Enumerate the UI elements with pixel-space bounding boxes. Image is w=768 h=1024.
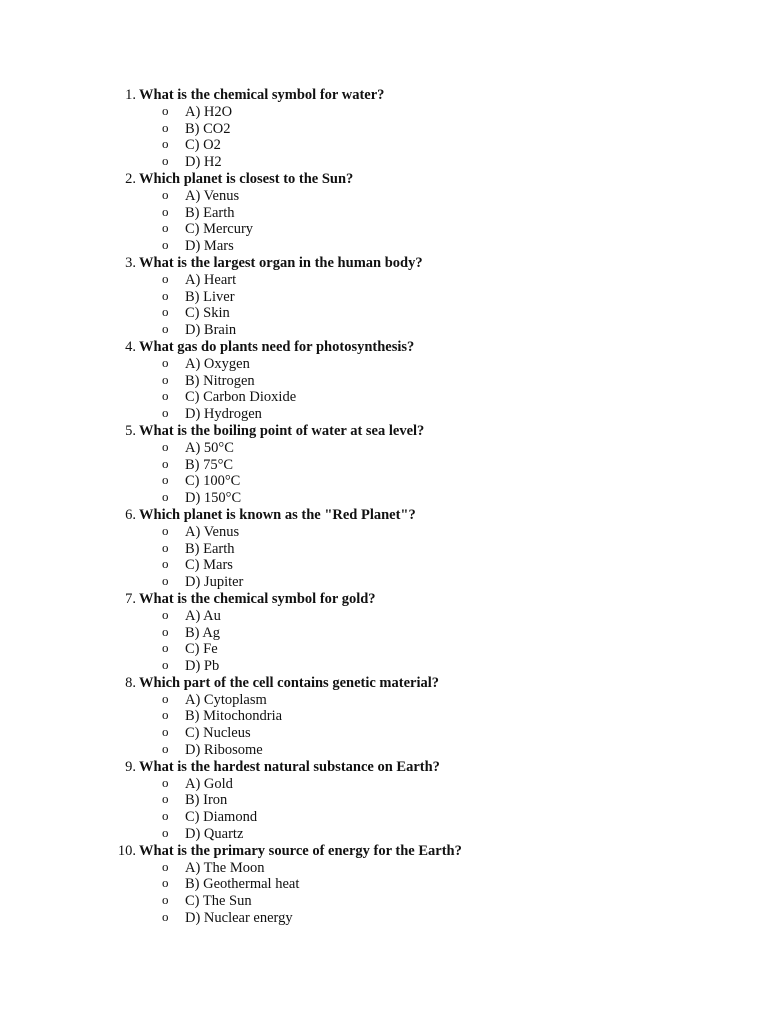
question-item	[0, 843, 768, 927]
hollow-bullet-icon: o	[162, 791, 169, 807]
answer-option	[0, 205, 768, 222]
answer-option	[0, 137, 768, 154]
answer-option	[0, 692, 768, 709]
answer-option	[0, 792, 768, 809]
answer-option	[0, 104, 768, 121]
question-text: What is the boiling point of water at sea level?	[139, 422, 425, 439]
question-line	[0, 759, 768, 776]
hollow-bullet-icon: o	[162, 707, 169, 723]
option-list	[0, 104, 768, 171]
answer-option	[0, 809, 768, 826]
option-text: C) Nucleus	[185, 725, 251, 742]
answer-option	[0, 574, 768, 591]
hollow-bullet-icon: o	[162, 657, 169, 673]
answer-option	[0, 440, 768, 457]
option-text: D) Hydrogen	[185, 406, 262, 423]
answer-option	[0, 356, 768, 373]
question-text: Which part of the cell contains genetic material?	[139, 674, 440, 691]
option-text: B) 75°C	[185, 456, 234, 473]
option-text: D) 150°C	[185, 490, 242, 507]
option-text: D) Mars	[185, 238, 234, 255]
option-text: A) Cytoplasm	[185, 691, 267, 708]
hollow-bullet-icon: o	[162, 909, 169, 925]
option-text: D) Jupiter	[185, 574, 244, 591]
answer-option	[0, 826, 768, 843]
question-line	[0, 339, 768, 356]
option-list	[0, 776, 768, 843]
answer-option	[0, 473, 768, 490]
option-text: D) Nuclear energy	[185, 910, 293, 927]
question-item	[0, 87, 768, 171]
hollow-bullet-icon: o	[162, 808, 169, 824]
question-text: Which planet is known as the "Red Planet"?	[139, 506, 416, 523]
hollow-bullet-icon: o	[162, 203, 169, 219]
answer-option	[0, 373, 768, 390]
answer-option	[0, 121, 768, 138]
hollow-bullet-icon: o	[162, 220, 169, 236]
answer-option	[0, 541, 768, 558]
option-text: A) H2O	[185, 103, 233, 120]
question-number: 10.	[117, 842, 136, 859]
question-item	[0, 675, 768, 759]
question-number: 3.	[125, 254, 136, 271]
answer-option	[0, 625, 768, 642]
option-text: A) Venus	[185, 523, 240, 540]
option-list	[0, 356, 768, 423]
option-text: B) Geothermal heat	[185, 876, 300, 893]
question-item	[0, 171, 768, 255]
answer-option	[0, 893, 768, 910]
answer-option	[0, 221, 768, 238]
answer-option	[0, 490, 768, 507]
option-list	[0, 860, 768, 927]
answer-option	[0, 860, 768, 877]
hollow-bullet-icon: o	[162, 774, 169, 790]
hollow-bullet-icon: o	[162, 405, 169, 421]
hollow-bullet-icon: o	[162, 119, 169, 135]
option-list	[0, 608, 768, 675]
answer-option	[0, 305, 768, 322]
hollow-bullet-icon: o	[162, 892, 169, 908]
hollow-bullet-icon: o	[162, 825, 169, 841]
option-text: B) Ag	[185, 624, 221, 641]
option-text: A) Gold	[185, 775, 233, 792]
option-text: B) Liver	[185, 288, 235, 305]
question-text: What is the hardest natural substance on Earth?	[139, 758, 440, 775]
answer-option	[0, 389, 768, 406]
question-text: What is the chemical symbol for gold?	[139, 590, 376, 607]
hollow-bullet-icon: o	[162, 304, 169, 320]
option-text: C) Skin	[185, 305, 230, 322]
option-text: C) Carbon Dioxide	[185, 389, 297, 406]
question-line	[0, 423, 768, 440]
option-text: C) Mercury	[185, 221, 254, 238]
hollow-bullet-icon: o	[162, 724, 169, 740]
hollow-bullet-icon: o	[162, 270, 169, 286]
question-line	[0, 675, 768, 692]
question-text: What gas do plants need for photosynthesis?	[139, 338, 415, 355]
answer-option	[0, 557, 768, 574]
hollow-bullet-icon: o	[162, 690, 169, 706]
option-text: A) Venus	[185, 187, 240, 204]
hollow-bullet-icon: o	[162, 388, 169, 404]
hollow-bullet-icon: o	[162, 237, 169, 253]
hollow-bullet-icon: o	[162, 455, 169, 471]
option-text: A) The Moon	[185, 859, 265, 876]
option-list	[0, 440, 768, 507]
option-text: C) 100°C	[185, 473, 241, 490]
question-line	[0, 171, 768, 188]
question-text: What is the chemical symbol for water?	[139, 87, 385, 103]
hollow-bullet-icon: o	[162, 321, 169, 337]
answer-option	[0, 910, 768, 927]
answer-option	[0, 238, 768, 255]
option-text: D) Pb	[185, 658, 220, 675]
hollow-bullet-icon: o	[162, 875, 169, 891]
question-number: 8.	[125, 674, 136, 691]
option-list	[0, 272, 768, 339]
question-number: 1.	[125, 87, 136, 103]
option-list	[0, 692, 768, 759]
option-text: B) Earth	[185, 204, 235, 221]
answer-option	[0, 725, 768, 742]
option-text: C) The Sun	[185, 893, 252, 910]
hollow-bullet-icon: o	[162, 136, 169, 152]
question-number: 9.	[125, 758, 136, 775]
question-text: What is the largest organ in the human body?	[139, 254, 423, 271]
question-line	[0, 591, 768, 608]
hollow-bullet-icon: o	[162, 522, 169, 538]
question-item	[0, 507, 768, 591]
answer-option	[0, 658, 768, 675]
question-list	[0, 87, 768, 927]
option-list	[0, 188, 768, 255]
hollow-bullet-icon: o	[162, 858, 169, 874]
question-line	[0, 507, 768, 524]
hollow-bullet-icon: o	[162, 472, 169, 488]
answer-option	[0, 708, 768, 725]
hollow-bullet-icon: o	[162, 354, 169, 370]
hollow-bullet-icon: o	[162, 539, 169, 555]
answer-option	[0, 322, 768, 339]
hollow-bullet-icon: o	[162, 438, 169, 454]
question-item	[0, 591, 768, 675]
answer-option	[0, 457, 768, 474]
question-text: Which planet is closest to the Sun?	[139, 170, 354, 187]
hollow-bullet-icon: o	[162, 489, 169, 505]
question-line	[0, 255, 768, 272]
answer-option	[0, 876, 768, 893]
option-text: D) Brain	[185, 322, 237, 339]
question-number: 6.	[125, 506, 136, 523]
option-text: B) Nitrogen	[185, 372, 255, 389]
option-text: C) Diamond	[185, 809, 258, 826]
option-text: A) Oxygen	[185, 355, 250, 372]
hollow-bullet-icon: o	[162, 186, 169, 202]
question-number: 2.	[125, 170, 136, 187]
question-number: 5.	[125, 422, 136, 439]
hollow-bullet-icon: o	[162, 287, 169, 303]
answer-option	[0, 776, 768, 793]
hollow-bullet-icon: o	[162, 606, 169, 622]
question-text: What is the primary source of energy for the Earth?	[139, 842, 462, 859]
hollow-bullet-icon: o	[162, 623, 169, 639]
option-text: A) Heart	[185, 271, 237, 288]
answer-option	[0, 608, 768, 625]
option-text: C) Mars	[185, 557, 233, 574]
answer-option	[0, 272, 768, 289]
hollow-bullet-icon: o	[162, 556, 169, 572]
answer-option	[0, 406, 768, 423]
option-text: C) Fe	[185, 641, 218, 658]
hollow-bullet-icon: o	[162, 102, 169, 118]
hollow-bullet-icon: o	[162, 153, 169, 169]
option-text: A) Au	[185, 607, 221, 624]
question-number: 7.	[125, 590, 136, 607]
answer-option	[0, 641, 768, 658]
question-number: 4.	[125, 338, 136, 355]
answer-option	[0, 524, 768, 541]
question-line	[0, 87, 768, 104]
option-text: D) Quartz	[185, 826, 244, 843]
question-item	[0, 423, 768, 507]
question-item	[0, 759, 768, 843]
answer-option	[0, 188, 768, 205]
question-line	[0, 843, 768, 860]
answer-option	[0, 742, 768, 759]
option-text: B) Earth	[185, 540, 235, 557]
option-text: C) O2	[185, 137, 221, 154]
hollow-bullet-icon: o	[162, 640, 169, 656]
option-text: B) Mitochondria	[185, 708, 283, 725]
hollow-bullet-icon: o	[162, 573, 169, 589]
answer-option	[0, 154, 768, 171]
hollow-bullet-icon: o	[162, 741, 169, 757]
option-text: A) 50°C	[185, 439, 234, 456]
answer-option	[0, 289, 768, 306]
option-list	[0, 524, 768, 591]
option-text: B) CO2	[185, 120, 231, 137]
option-text: B) Iron	[185, 792, 228, 809]
option-text: D) H2	[185, 154, 222, 171]
question-item	[0, 339, 768, 423]
option-text: D) Ribosome	[185, 742, 263, 759]
question-item	[0, 255, 768, 339]
hollow-bullet-icon: o	[162, 371, 169, 387]
